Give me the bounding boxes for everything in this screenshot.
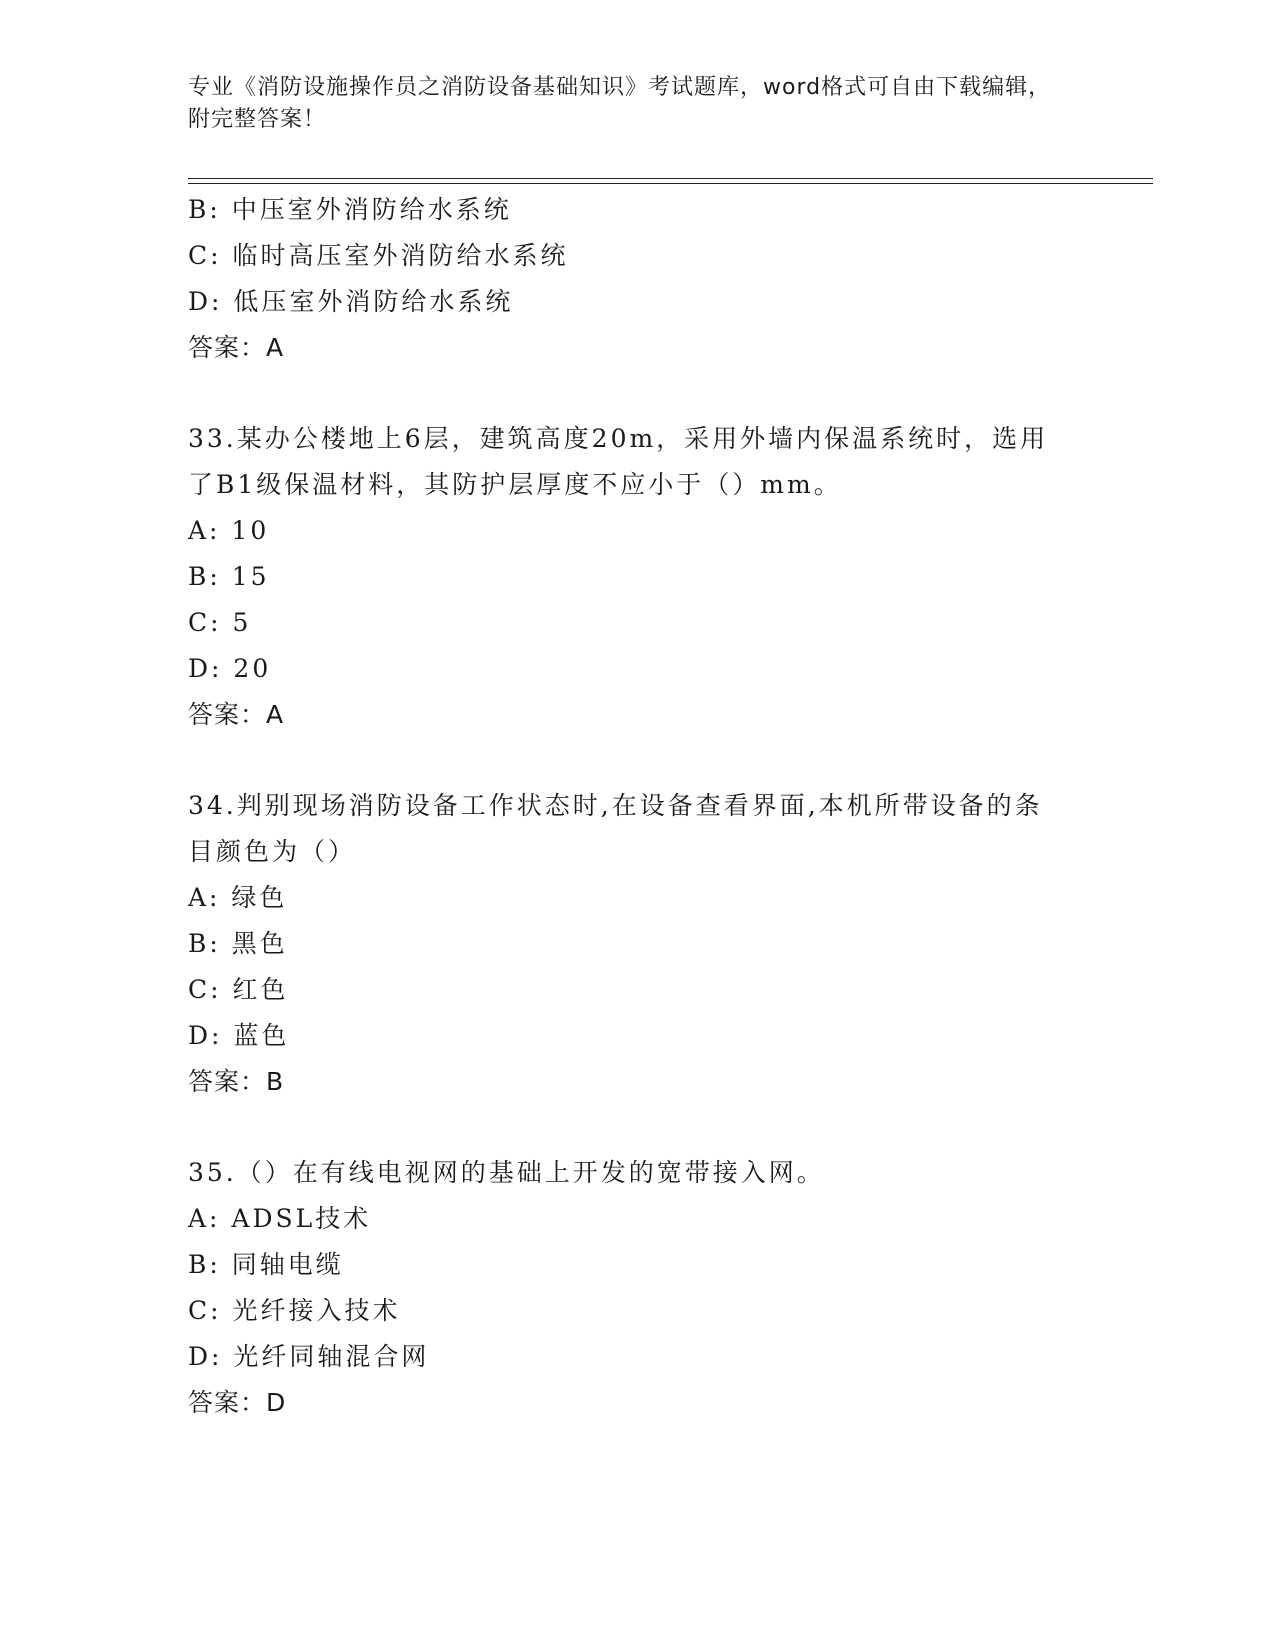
option-b: B: 中压室外消防给水系统 xyxy=(188,195,512,224)
question-text-line-1: 35.（）在有线电视网的基础上开发的宽带接入网。 xyxy=(188,1158,825,1187)
answer-line: 答案：A xyxy=(188,700,285,729)
option-d: D: 蓝色 xyxy=(188,1021,290,1050)
header-divider-bottom xyxy=(188,183,1153,184)
option-b: B: 15 xyxy=(188,562,270,591)
option-d: D: 光纤同轴混合网 xyxy=(188,1342,430,1371)
option-c: C: 光纤接入技术 xyxy=(188,1296,401,1325)
spacer xyxy=(188,1105,1078,1150)
option-c: C: 5 xyxy=(188,608,252,637)
header-text: 专业《消防设施操作员之消防设备基础知识》考试题库，word格式可自由下载编辑，附完整答案！ xyxy=(188,75,1052,132)
question-text-line-1: 34.判别现场消防设备工作状态时,在设备查看界面,本机所带设备的条 xyxy=(188,791,1043,820)
header-divider-top xyxy=(188,178,1153,179)
option-c: C: 红色 xyxy=(188,975,289,1004)
answer-line: 答案：A xyxy=(188,333,285,362)
question-32-continued xyxy=(188,187,1078,371)
option-a: A: 10 xyxy=(188,516,270,545)
answer-line: 答案：B xyxy=(188,1067,285,1096)
question-list xyxy=(188,187,1078,1426)
document-header xyxy=(188,72,1068,136)
option-d: D: 20 xyxy=(188,654,272,683)
option-a: A: ADSL技术 xyxy=(188,1204,372,1233)
spacer xyxy=(188,738,1078,783)
question-35 xyxy=(188,1150,1078,1426)
option-a: A: 绿色 xyxy=(188,883,288,912)
option-c: C: 临时高压室外消防给水系统 xyxy=(188,241,569,270)
question-text-line-1: 33.某办公楼地上6层，建筑高度20m，采用外墙内保温系统时，选用 xyxy=(188,424,1049,453)
question-text-line-2: 了B1级保温材料，其防护层厚度不应小于（）mm。 xyxy=(188,470,842,499)
option-b: B: 黑色 xyxy=(188,929,288,958)
question-34 xyxy=(188,783,1078,1105)
question-33 xyxy=(188,416,1078,738)
option-b: B: 同轴电缆 xyxy=(188,1250,344,1279)
spacer xyxy=(188,371,1078,416)
question-text-line-2: 目颜色为（） xyxy=(188,837,357,866)
answer-line: 答案：D xyxy=(188,1388,287,1417)
option-d: D: 低压室外消防给水系统 xyxy=(188,287,514,316)
